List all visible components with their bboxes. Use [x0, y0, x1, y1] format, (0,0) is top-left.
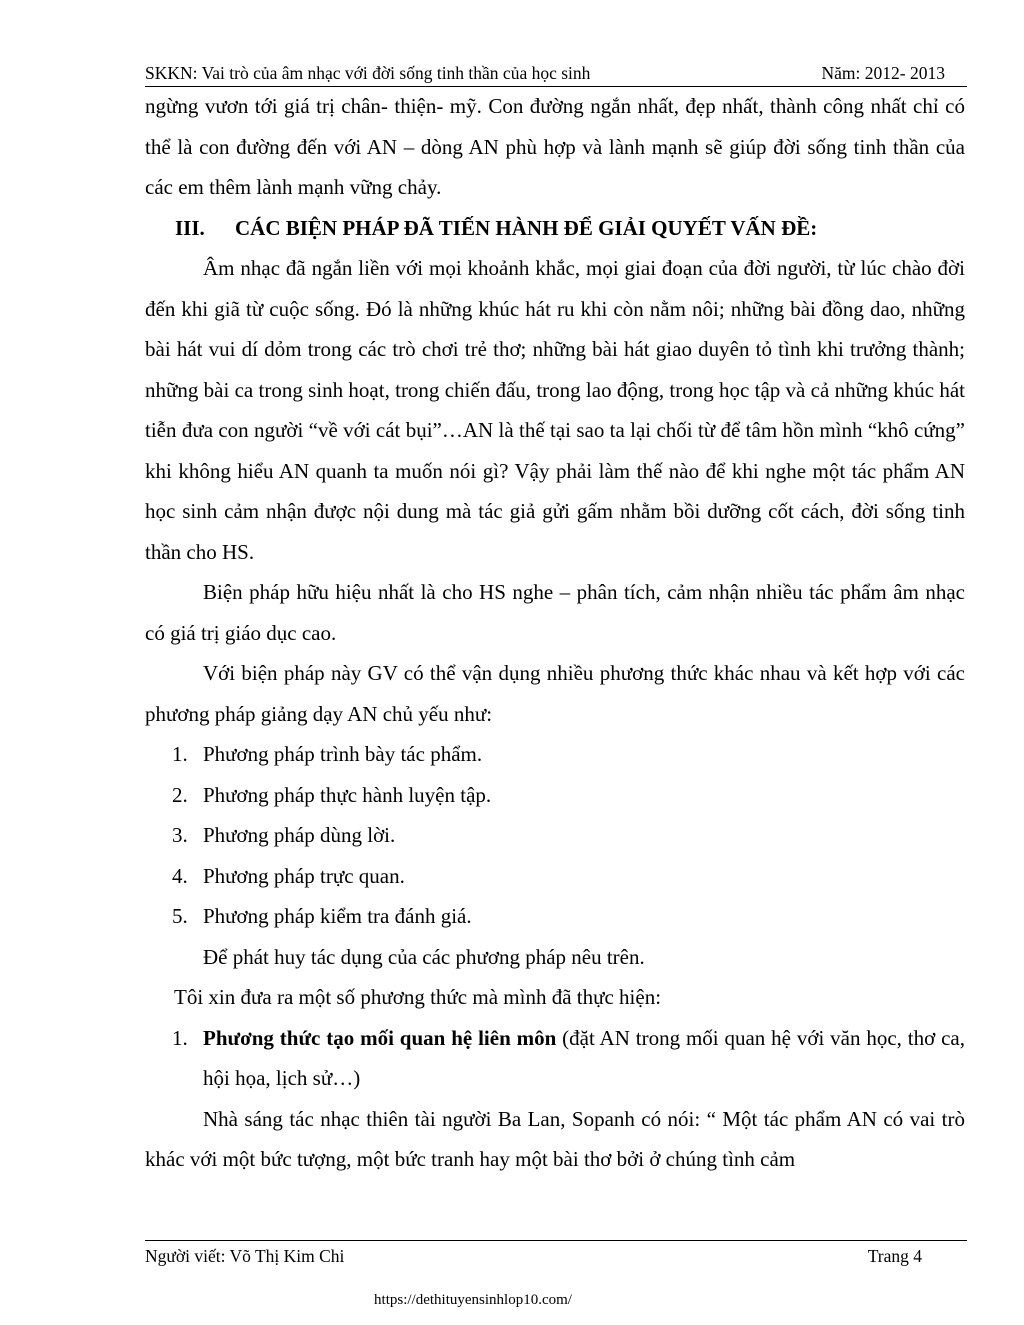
list-item-number: 5. [172, 904, 188, 928]
way-description: (đặt AN trong mối quan hệ với văn học, thơ ca, hội họa, lịch sử…) [203, 1025, 966, 1090]
ways-list [145, 1018, 965, 1099]
source-url: https://dethituyensinhlop10.com/ [374, 1292, 572, 1308]
list-item-number: 3. [172, 823, 188, 847]
paragraph-continued: ngừng vươn tới giá trị chân- thiện- mỹ. Con đường ngắn nhất, đẹp nhất, thành công nhất chỉ có thể là con đường đến với AN – dòng AN phù hợp và lành mạnh sẽ giúp đời sống tinh thần của các em thêm lành mạnh vững chảy. [145, 94, 965, 199]
page-footer [145, 1240, 967, 1266]
way-title: Phương thức tạo mối quan hệ liên môn [203, 1025, 557, 1050]
list-item [145, 1018, 965, 1099]
list-item-text: Phương pháp thực hành luyện tập. [203, 782, 492, 807]
list-item-text: Phương pháp trực quan. [203, 863, 405, 888]
paragraph-3: Với biện pháp này GV có thể vận dụng nhiều phương thức khác nhau và kết hợp với các phương pháp giảng dạy AN chủ yếu như: [145, 661, 965, 726]
page-header [145, 62, 967, 87]
paragraph-4: Để phát huy tác dụng của các phương pháp nêu trên. [203, 944, 645, 969]
list-item-text: Phương pháp kiểm tra đánh giá. [203, 904, 472, 928]
section-heading [145, 208, 965, 249]
paragraph-6: Nhà sáng tác nhạc thiên tài người Ba Lan, Sopanh có nói: “ Một tác phẩm AN có vai trò khác với một bức tượng, một bức tranh hay một bài thơ bởi ở chúng tình cảm [145, 1106, 965, 1171]
header-year: Năm: 2012- 2013 [821, 63, 945, 83]
footer-page-number: Trang 4 [867, 1246, 922, 1266]
list-item-number: 2. [172, 782, 188, 807]
list-item [145, 775, 965, 816]
methods-list [145, 734, 965, 937]
list-item [145, 815, 965, 856]
list-item-number: 1. [172, 1025, 188, 1050]
paragraph-2: Biện pháp hữu hiệu nhất là cho HS nghe – phân tích, cảm nhận nhiều tác phẩm âm nhạc có giá trị giáo dục cao. [145, 580, 965, 645]
footer-author: Người viết: Võ Thị Kim Chi [145, 1246, 345, 1266]
list-item-number: 1. [172, 742, 188, 766]
header-title: SKKN: Vai trò của âm nhạc với đời sống tinh thần của học sinh [145, 63, 591, 83]
page-body [145, 86, 965, 1180]
list-item [145, 856, 965, 897]
list-item-text: Phương pháp dùng lời. [203, 823, 396, 847]
section-title: CÁC BIỆN PHÁP ĐÃ TIẾN HÀNH ĐỂ GIẢI QUYẾT VẤN ĐỀ: [235, 215, 818, 240]
list-item-text: Phương pháp trình bày tác phẩm. [203, 742, 483, 766]
paragraph-5: Tôi xin đưa ra một số phương thức mà mình đã thực hiện: [174, 985, 662, 1009]
list-item-number: 4. [172, 863, 188, 888]
list-item [145, 896, 965, 937]
section-number: III. [175, 215, 205, 240]
paragraph-1: Âm nhạc đã ngắn liền với mọi khoảnh khắc, mọi giai đoạn của đời người, từ lúc chào đời đến khi giã từ cuộc sống. Đó là những khúc hát ru khi còn nằm nôi; những bài đồng dao, những bài hát vui dí dỏm trong các trò chơi trẻ thơ; những bài hát giao duyên tỏ tình khi trưởng thành; những bài ca trong sinh hoạt, trong chiến đấu, trong lao động, trong học tập và cả những khúc hát tiễn đưa con người “về với cát bụi”…AN là thế tại sao ta lại chối từ để tâm hồn mình “khô cứng” khi không hiểu AN quanh ta muốn nói gì? Vậy phải làm thế nào để khi nghe một tác phẩm AN học sinh cảm nhận được nội dung mà tác giả gửi gấm nhằm bồi dưỡng cốt cách, đời sống tinh thần cho HS. [145, 256, 965, 564]
list-item [145, 734, 965, 775]
